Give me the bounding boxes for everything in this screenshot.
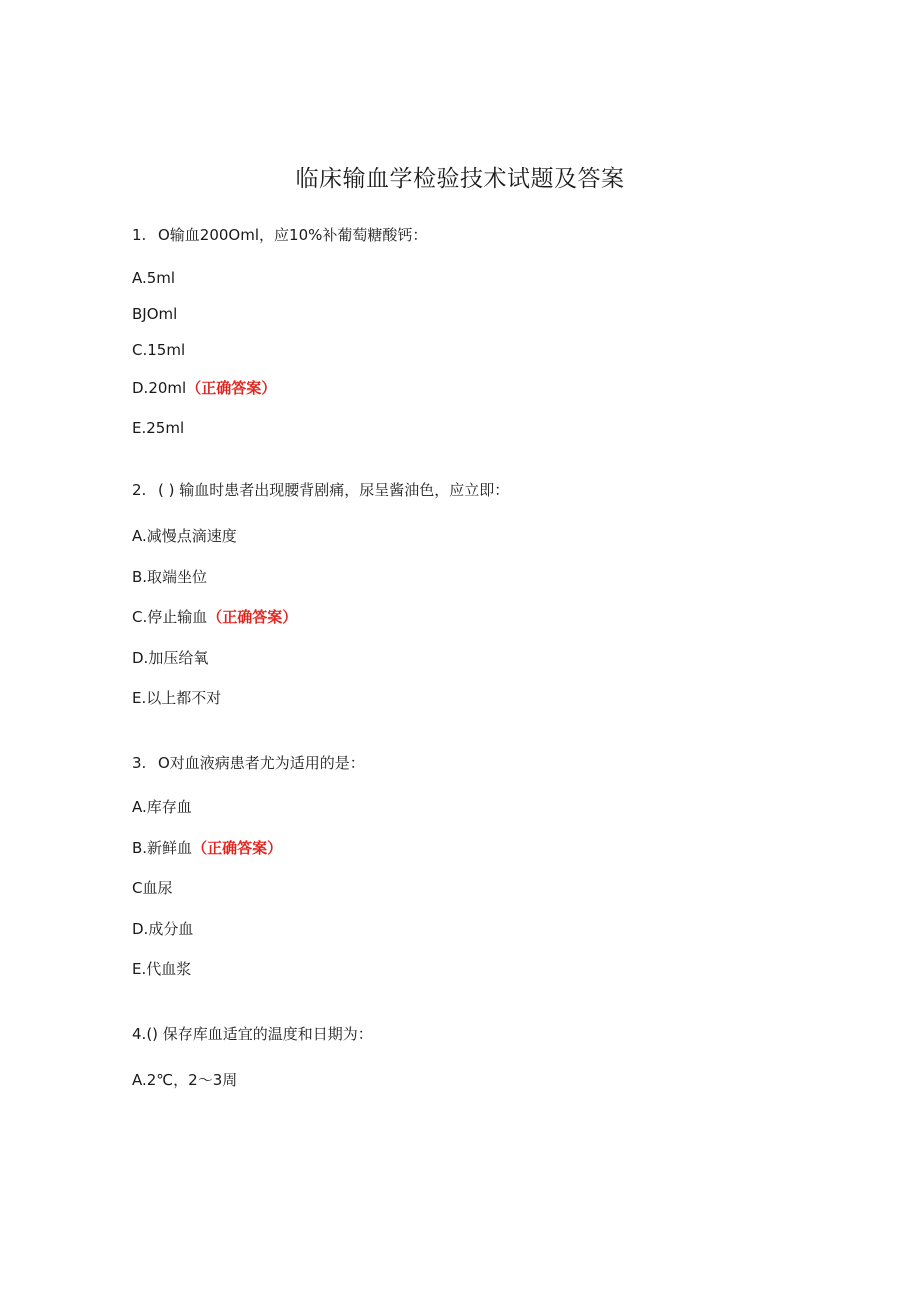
option-text: C.停止输血 [132,608,208,626]
option-text: B.取端坐位 [132,568,208,586]
option-d [132,919,193,939]
option-text: B.新鲜血 [132,839,193,857]
option-text: D.加压给氧 [132,649,209,667]
question-number: 4. [132,1025,147,1043]
option-text: A.5ml [132,269,176,287]
correct-answer-mark: （正确答案） [186,379,277,397]
option-text: A.减慢点滴速度 [132,527,237,545]
option-c [132,878,172,898]
question-stem [132,1024,373,1044]
option-text: BJOml [132,305,178,323]
option-text: A.库存血 [132,798,192,816]
question-stem [132,225,427,245]
option-text: A.2℃，2～3周 [132,1071,238,1089]
option-text: C.15ml [132,341,186,359]
option-text: D.20ml [132,379,187,397]
question-text: ( ) 输血时患者出现腰背剧痛，尿呈酱油色，应立即： [158,481,510,499]
question-text: () 保存库血适宜的温度和日期为： [146,1025,373,1043]
question-stem [132,480,509,500]
option-text: E.代血浆 [132,960,192,978]
option-b [132,304,177,324]
page-title: 临床输血学检验技术试题及答案 [295,166,625,192]
option-a [132,268,175,288]
option-text: D.成分血 [132,920,194,938]
option-c [132,607,297,627]
question-stem [132,753,365,773]
option-b [132,567,207,587]
question-text: O对血液病患者尤为适用的是： [158,754,365,772]
option-text: E.25ml [132,419,185,437]
option-d [132,378,276,398]
option-text: C血尿 [132,879,173,897]
option-d [132,648,208,668]
option-a [132,797,192,817]
question-number: 3. [132,754,147,772]
question-text: O输血200Oml，应10%补葡萄糖酸钙： [158,226,428,244]
option-e [132,688,221,708]
option-e [132,418,184,438]
correct-answer-mark: （正确答案） [207,608,298,626]
question-number: 1. [132,226,147,244]
question-number: 2. [132,481,147,499]
option-e [132,959,191,979]
correct-answer-mark: （正确答案） [192,839,283,857]
option-text: E.以上都不对 [132,689,222,707]
option-a [132,526,237,546]
option-b [132,838,282,858]
option-c [132,340,185,360]
option-a [132,1070,237,1090]
